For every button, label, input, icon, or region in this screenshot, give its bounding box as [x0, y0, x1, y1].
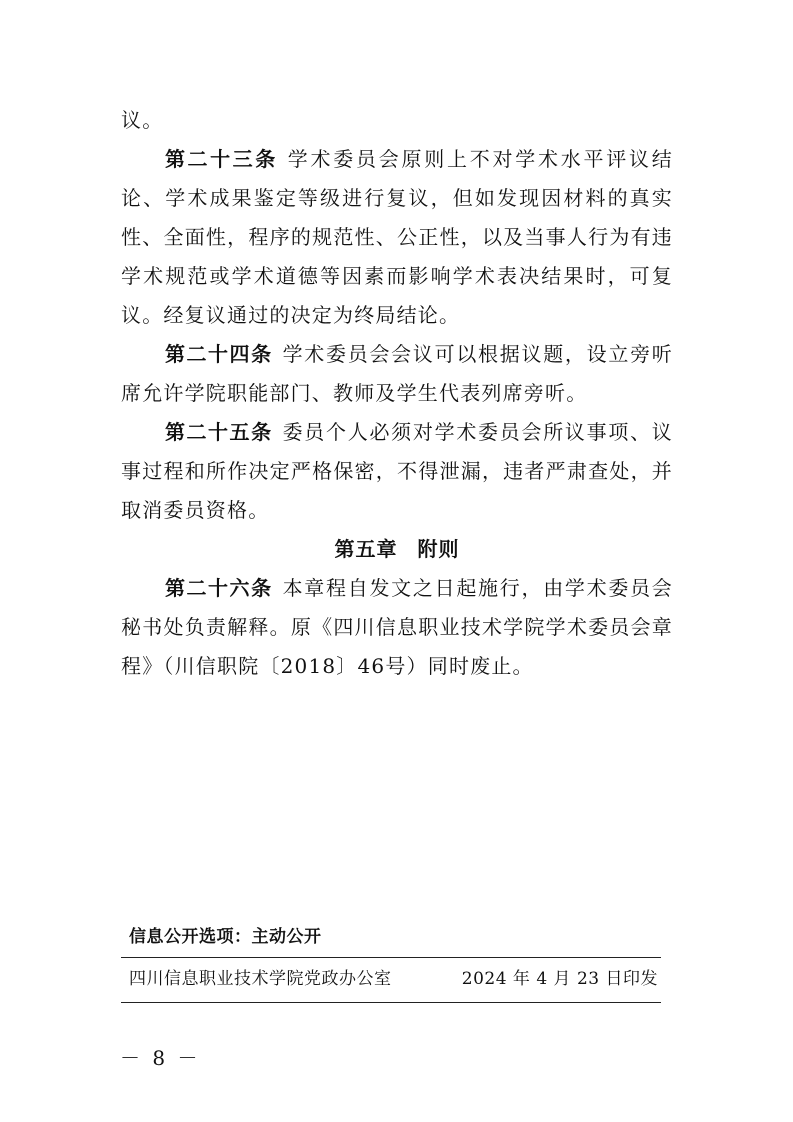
article-23 — [121, 140, 673, 335]
article-24-text: 学术委员会会议可以根据议题，设立旁听席允许学院职能部门、教师及学生代表列席旁听。 — [121, 342, 673, 405]
chapter-title: 附则 — [417, 537, 460, 561]
issue-date: 2024 年 4 月 23 日印发 — [461, 969, 658, 989]
chapter-number: 第五章 — [334, 537, 398, 561]
issuing-office: 四川信息职业技术学院党政办公室 — [129, 969, 392, 989]
footer-top-rule — [121, 957, 661, 958]
article-23-text: 学术委员会原则上不对学术水平评议结论、学术成果鉴定等级进行复议，但如发现因材料的真实性、全面性，程序的规范性、公正性，以及当事人行为有违学术规范或学术道德等因素而影响学术表决结果时，可复议。经复议通过的决定为终局结论。 — [121, 147, 673, 327]
chapter-heading — [121, 530, 673, 569]
article-23-number: 第二十三条 — [165, 147, 278, 171]
article-26-text: 本章程自发文之日起施行，由学术委员会秘书处负责解释。原《四川信息职业技术学院学术委员会章程》（川信职院〔2018〕46号）同时废止。 — [121, 576, 673, 678]
article-25-text: 委员个人必须对学术委员会所议事项、议事过程和所作决定严格保密，不得泄漏，违者严肃查处，并取消委员资格。 — [121, 420, 673, 522]
page-number: － 8 － — [120, 1046, 201, 1070]
article-24-number: 第二十四条 — [165, 342, 273, 366]
article-26 — [121, 569, 673, 686]
disclosure-option: 信息公开选项：主动公开 — [129, 927, 322, 947]
continuation-paragraph: 议。 — [121, 108, 164, 132]
article-26-number: 第二十六条 — [165, 576, 273, 600]
article-24 — [121, 335, 673, 413]
footer-bottom-rule — [121, 1002, 661, 1003]
body-text — [121, 101, 673, 686]
article-25 — [121, 413, 673, 530]
article-25-number: 第二十五条 — [165, 420, 273, 444]
